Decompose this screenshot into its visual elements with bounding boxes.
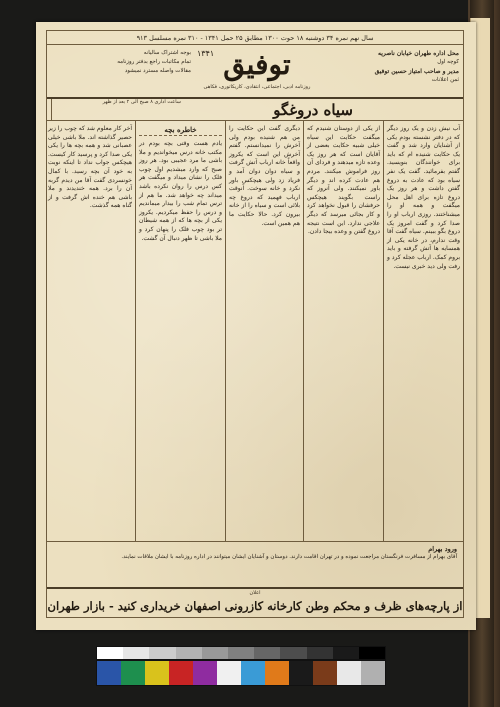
newspaper-page <box>36 22 476 630</box>
headline-bar <box>47 99 463 121</box>
ad-text: از پارچه‌های ظرف و محکم وطن کارخانه کازرونی اصفهان خریداری کنید - بازار طهران <box>47 599 463 613</box>
color-swatch <box>313 661 337 685</box>
page-frame <box>46 30 464 618</box>
color-swatch <box>265 661 289 685</box>
masthead-right-info <box>339 49 459 85</box>
gray-swatch <box>228 647 254 659</box>
column-3 <box>225 121 303 541</box>
color-swatch <box>217 661 241 685</box>
newspaper-title: توفیق <box>223 48 291 81</box>
gray-swatch <box>97 647 123 659</box>
gray-swatch <box>176 647 202 659</box>
column-1-text: آب نیش زدن و یک روز دیگر که در دفتر نشسته بودم یکی از آشنایان وارد شد و گفت یک حکایت شنیده ام که باید برای خوانندگان بنویسید. گفتم بفرمائید. گفت یک نفر سیاه بود که عادت به دروغ گفتن داشت و هر روز یک دروغ تازه برای اهل محل میگفت و همه او را میشناختند. روزی ارباب او را صدا کرد و گفت امروز یک دروغ بگو ببینم. سیاه گفت آقا وقت ندارم، در خانه یکی از همسایه ها آتش گرفته و باید بروم کمک. ارباب عجله کرد و رفت ولی دید خبری نیست. <box>387 125 460 270</box>
gray-swatch <box>307 647 333 659</box>
gray-swatch <box>149 647 175 659</box>
column-4-heading: خاطره بچه <box>139 125 222 136</box>
color-swatch <box>361 661 385 685</box>
column-5-text: آخر کار معلوم شد که چوب را زیر حصیر گذاشته اند. ملا باشی خیلی عصبانی شد و همه بچه ها را یکی یکی صدا کرد و پرسید کار کیست. هیچکس جواب نداد تا اینکه نوبت به خود آن بچه رسید. با کمال خونسردی گفت آقا من دیدم گربه آن را برد. همه خندیدند و ملا باشی هم خنده اش گرفت و از گناه همه گذشت. <box>48 125 132 210</box>
ad-label: اعلان <box>249 590 261 596</box>
headline-title: سیاه دروغگو <box>273 101 353 119</box>
advertisement-banner <box>47 587 463 619</box>
column-3-text: دیگری گفت این حکایت را من هم شنیده بودم ولی آخرش را نمیدانستم. گفتم آخرش این است که یکروز واقعاً خانه ارباب آتش گرفت و سیاه دوان دوان آمد و فریاد زد ولی هیچکس باور نکرد و خانه سوخت. آنوقت ارباب فهمید که دروغ چه بلائی است و سیاه را از خانه بیرون کرد. حالا حکایت ما هم همین است. <box>229 125 300 227</box>
masthead-left-info <box>51 49 191 76</box>
color-swatch <box>121 661 145 685</box>
column-2 <box>303 121 383 541</box>
grayscale-calibration-strip <box>96 646 386 660</box>
announcement-box <box>47 541 463 587</box>
column-1 <box>383 121 463 541</box>
masthead-center <box>197 47 317 91</box>
subscription-line: بوجه اشتراک سالیانه <box>143 50 191 56</box>
column-4 <box>135 121 225 541</box>
column-2-text: از یکی از دوستان شنیدم که میگفت حکایت این سیاه خیلی شبیه حکایت بعضی از آقایان است که هر روز یک وعده تازه میدهند و فردای آن روز فراموش میکنند. مردم هم عادت کرده اند و دیگر باور نمیکنند. ولی آنروز که راست بگویند هیچکس حرفشان را قبول نخواهد کرد و کار بجائی میرسد که دیگر علاجی ندارد. این است نتیجه دروغ گفتن و وعده بیجا دادن. <box>307 125 380 236</box>
color-calibration-strip <box>96 660 386 686</box>
gray-swatch <box>202 647 228 659</box>
issue-info-line: سال نهم نمره ۳۴ دوشنبه ۱۸ حوت ۱۳۰۰ مطابق ۲۵ حمل ۱۳۴۱ - ۳۱۰ نمره مسلسل ۹۱۳ <box>47 31 463 45</box>
color-swatch <box>193 661 217 685</box>
color-swatch <box>97 661 121 685</box>
gray-swatch <box>333 647 359 659</box>
editor-name: مدیر و صاحب امتیاز حسین توفیق <box>374 68 459 75</box>
gray-swatch <box>359 647 385 659</box>
headline-side-note: ساعت اداری ۸ صبح الی ۲ بعد از ظهر <box>51 99 181 121</box>
column-5 <box>45 121 135 541</box>
office-street: کوچه اول <box>437 59 459 65</box>
color-swatch <box>241 661 265 685</box>
color-swatch <box>337 661 361 685</box>
returns-line: مقالات واصله مسترد نمیشود <box>124 68 191 74</box>
color-swatch <box>169 661 193 685</box>
gray-swatch <box>123 647 149 659</box>
masthead-year: ۱۳۴۱ <box>197 49 215 58</box>
gray-swatch <box>280 647 306 659</box>
office-address: محل اداره طهران خیابان ناصریه <box>378 50 459 57</box>
ad-rates: ثمن اعلانات <box>431 77 459 83</box>
correspondence-line: تمام مکاتبات راجع بدفتر روزنامه <box>117 59 191 65</box>
color-swatch <box>145 661 169 685</box>
article-columns <box>47 121 463 541</box>
newspaper-subtitle: روزنامه ادبی، اجتماعی، انتقادی، کاریکاتوری، فکاهی <box>203 84 311 90</box>
announcement-text: آقای بهرام از مسافرت فرنگستان مراجعت نموده و در تهران اقامت دارند. دوستان و آشنایان ایشان میتوانند در اداره روزنامه با ایشان ملاقات نمایند. <box>121 554 457 560</box>
gray-swatch <box>254 647 280 659</box>
column-4-text: یادم هست وقتی بچه بودم در مکتب خانه درس میخواندیم و ملا باشی ما مرد عجیبی بود. هر روز صبح که وارد میشدیم اول چوب فلک را نشان میداد و میگفت هر کس درس را روان نکرده باشد میداند چه خواهد شد. ما هم از ترس تمام شب را بیدار میماندیم و درس را حفظ میکردیم. یکروز یکی از بچه ها که از همه شیطان تر بود چوب فلک را پنهان کرد و ملا باشی تا ظهر دنبال آن گشت. <box>139 140 222 242</box>
color-swatch <box>289 661 313 685</box>
masthead <box>47 45 463 99</box>
announcement-title: ورود بهرام <box>428 545 457 553</box>
